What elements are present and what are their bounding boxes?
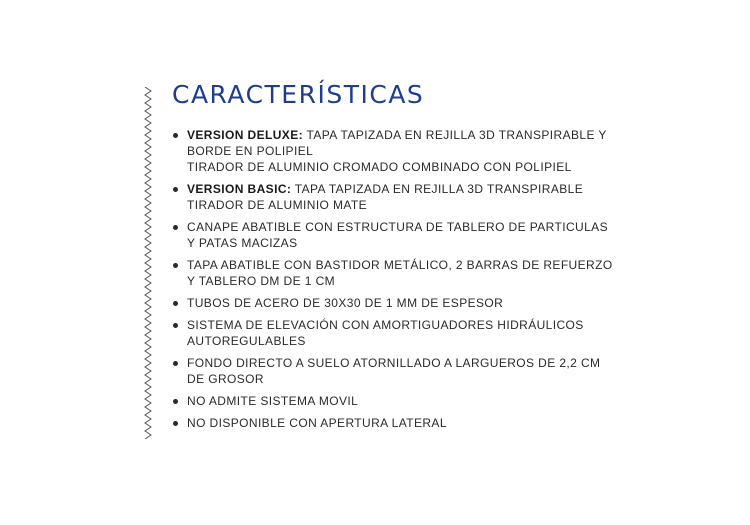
item-line: NO ADMITE SISTEMA MOVIL bbox=[187, 394, 359, 408]
item-line bbox=[187, 181, 613, 197]
item-text: TAPA TAPIZADA EN REJILLA 3D TRANSPIRABLE bbox=[291, 182, 584, 196]
bullet-icon bbox=[173, 421, 178, 426]
item-line bbox=[187, 127, 613, 143]
item-line: TIRADOR DE ALUMINIO MATE bbox=[187, 198, 368, 212]
features-list bbox=[173, 127, 613, 437]
item-line: TUBOS DE ACERO DE 30X30 DE 1 MM DE ESPESOR bbox=[187, 296, 504, 310]
list-item bbox=[173, 127, 613, 175]
item-line: AUTOREGULABLES bbox=[187, 334, 306, 348]
item-line: Y PATAS MACIZAS bbox=[187, 236, 298, 250]
bullet-icon bbox=[173, 187, 178, 192]
item-bold-label: VERSION BASIC: bbox=[187, 182, 292, 196]
list-item bbox=[173, 295, 613, 311]
item-line: TIRADOR DE ALUMINIO CROMADO COMBINADO CON POLIPIEL bbox=[187, 160, 572, 174]
bullet-icon bbox=[173, 323, 178, 328]
list-item bbox=[173, 317, 613, 349]
bullet-icon bbox=[173, 301, 178, 306]
bullet-icon bbox=[173, 263, 178, 268]
bullet-icon bbox=[173, 225, 178, 230]
list-item bbox=[173, 257, 613, 289]
item-line: TAPA ABATIBLE CON BASTIDOR METÁLICO, 2 BARRAS DE REFUERZO bbox=[187, 258, 613, 272]
zigzag-divider bbox=[143, 87, 153, 439]
item-line: SISTEMA DE ELEVACIÓN CON AMORTIGUADORES HIDRÁULICOS bbox=[187, 318, 584, 332]
bullet-icon bbox=[173, 133, 178, 138]
list-item bbox=[173, 219, 613, 251]
bullet-icon bbox=[173, 399, 178, 404]
item-line: CANAPE ABATIBLE CON ESTRUCTURA DE TABLERO DE PARTICULAS bbox=[187, 220, 608, 234]
item-line: FONDO DIRECTO A SUELO ATORNILLADO A LARGUEROS DE 2,2 CM bbox=[187, 356, 601, 370]
list-item bbox=[173, 181, 613, 213]
item-line: Y TABLERO DM DE 1 CM bbox=[187, 274, 336, 288]
item-text: TAPA TAPIZADA EN REJILLA 3D TRANSPIRABLE Y bbox=[303, 128, 607, 142]
item-line: DE GROSOR bbox=[187, 372, 264, 386]
item-line: NO DISPONIBLE CON APERTURA LATERAL bbox=[187, 416, 447, 430]
list-item bbox=[173, 355, 613, 387]
bullet-icon bbox=[173, 361, 178, 366]
item-line: BORDE EN POLIPIEL bbox=[187, 144, 314, 158]
list-item bbox=[173, 415, 613, 431]
item-bold-label: VERSION DELUXE: bbox=[187, 128, 304, 142]
list-item bbox=[173, 393, 613, 409]
page-title: CARACTERÍSTICAS bbox=[172, 80, 425, 109]
